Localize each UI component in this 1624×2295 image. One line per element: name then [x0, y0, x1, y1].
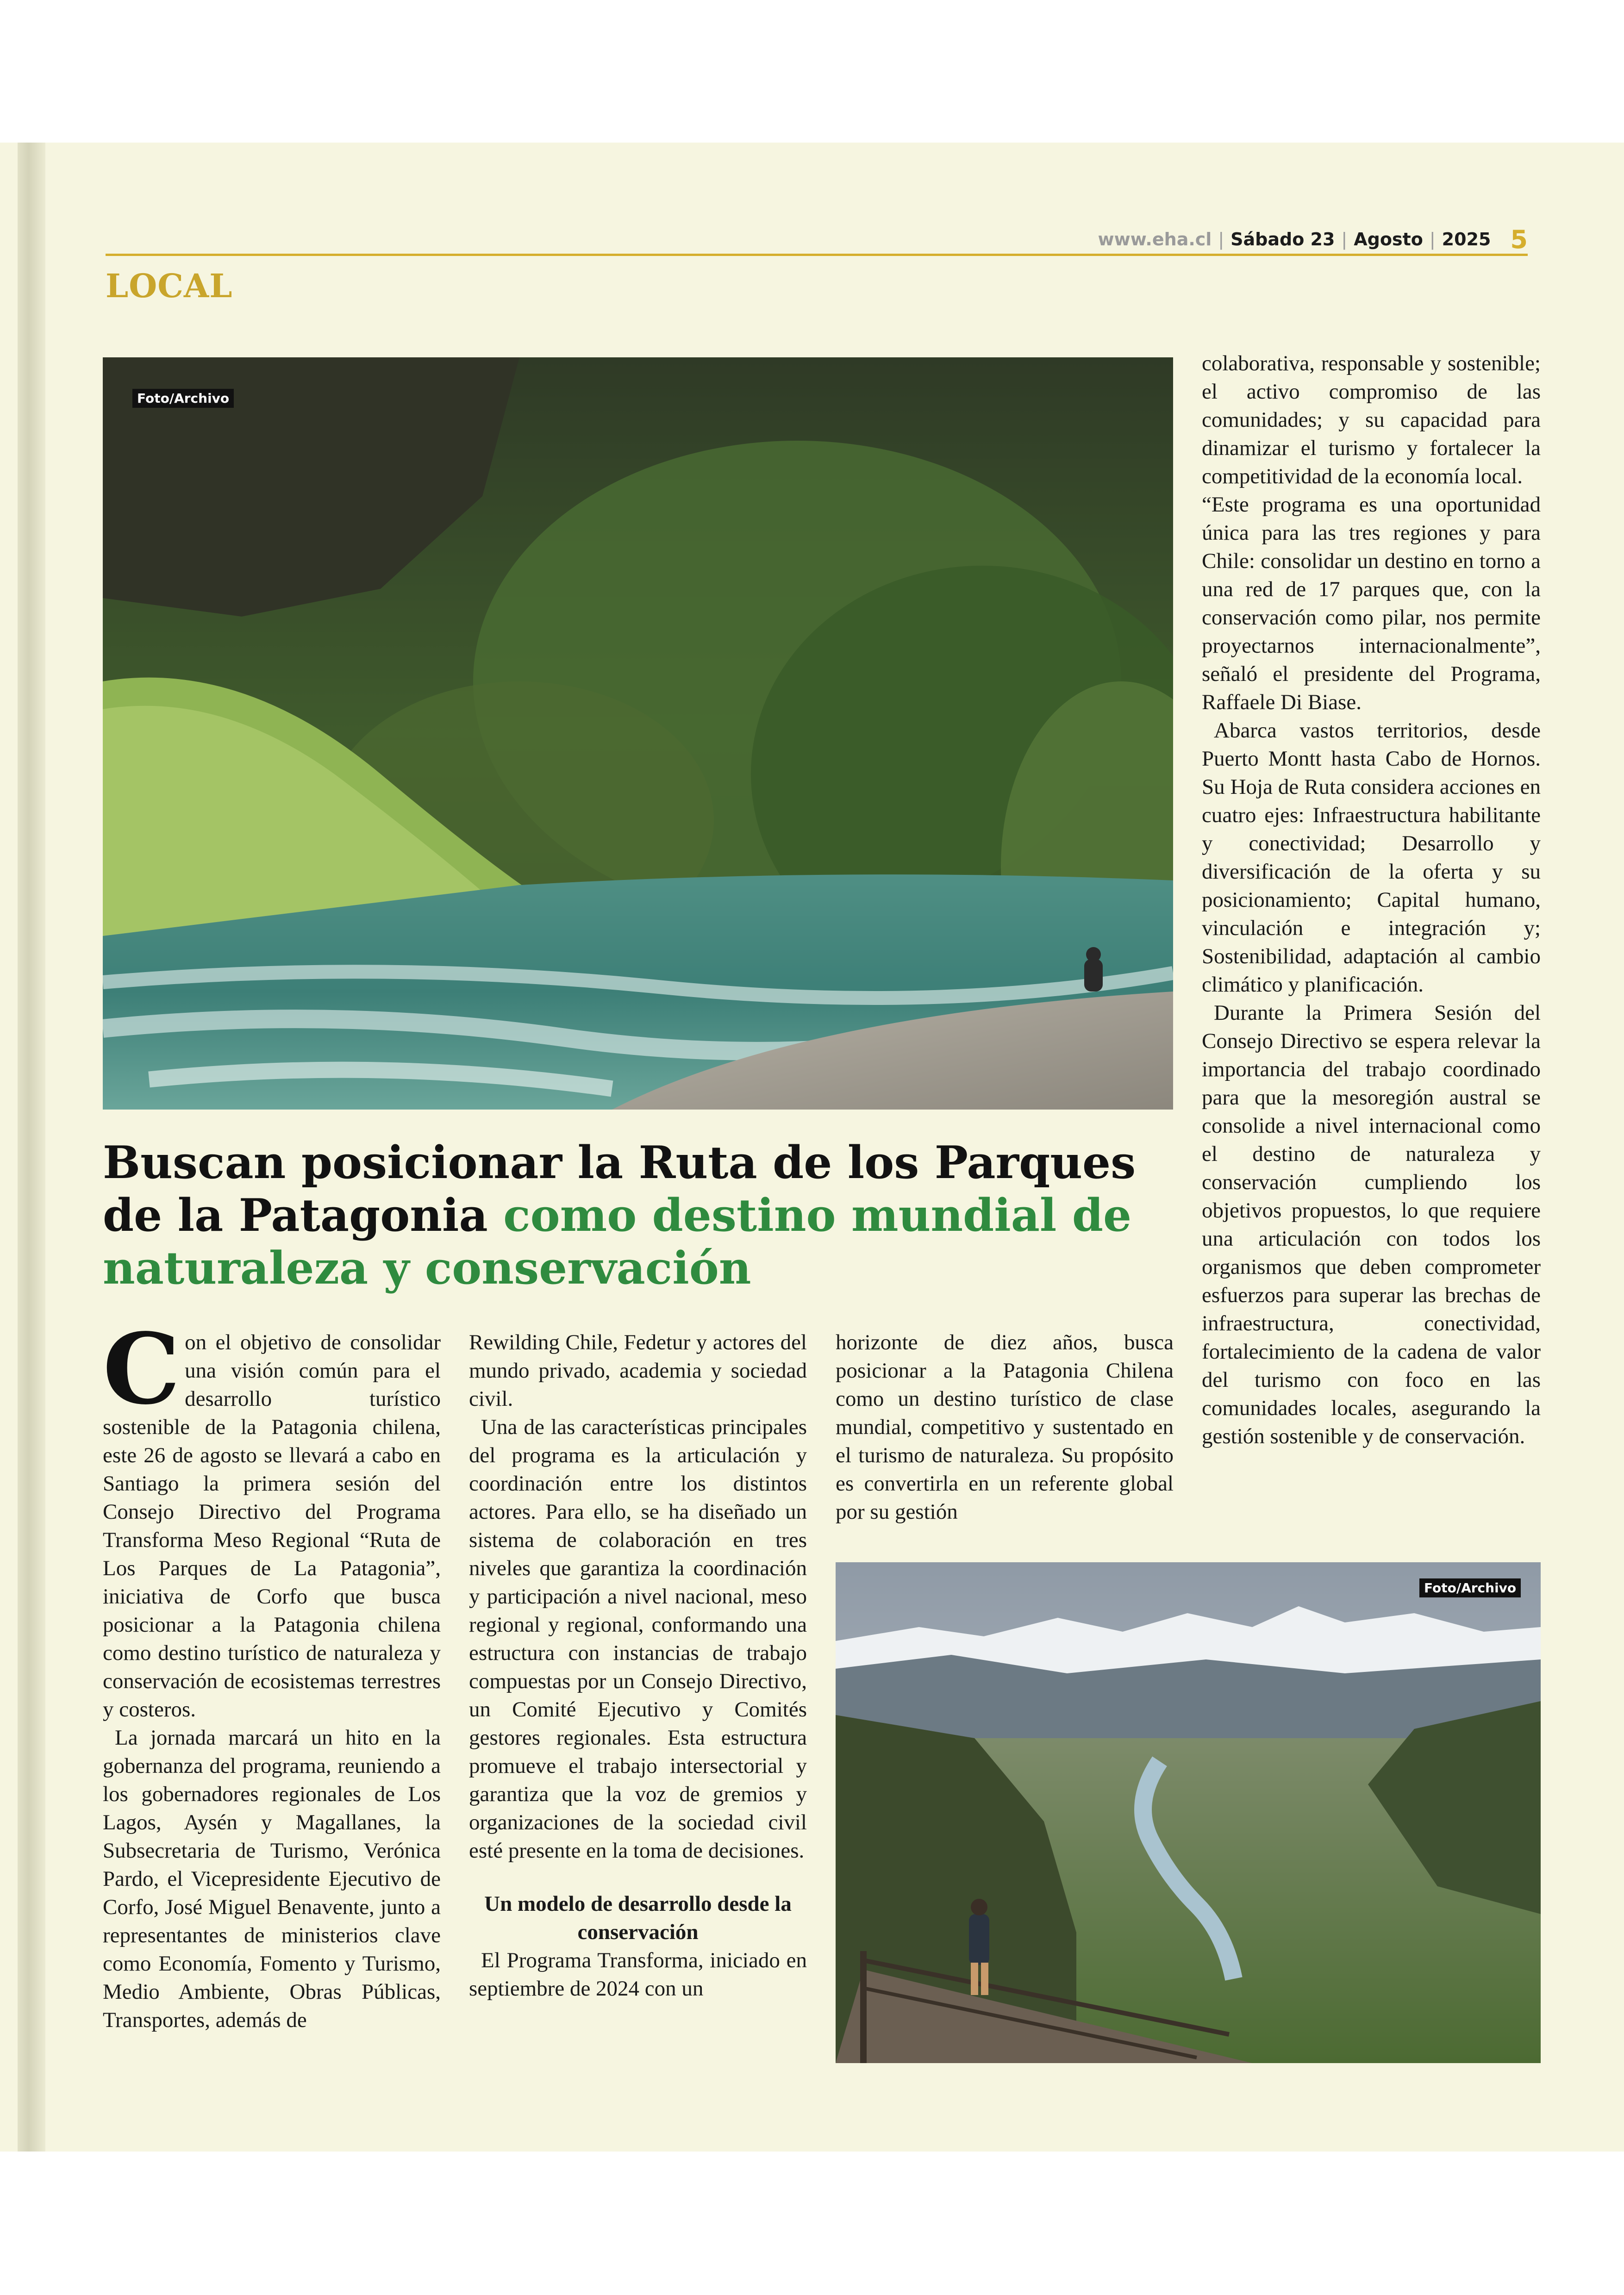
header-rule — [106, 254, 1528, 256]
headline-black: Buscan posicionar la Ruta de los Parques de la Patagonia — [103, 1136, 1136, 1241]
separator: | — [1341, 229, 1348, 249]
paragraph: colaborativa, responsable y sostenible; el activo compromiso de las comunidades; y su capacidad para dinamizar el turismo y fortalecer la competitividad de la economía local. — [1202, 351, 1541, 488]
page-header — [1098, 223, 1528, 256]
paragraph — [103, 1312, 441, 1724]
headline-green: como destino mundial de naturaleza y conservación — [103, 1189, 1132, 1294]
article-column-4 — [1202, 349, 1541, 1451]
section-title: LOCAL — [106, 267, 233, 305]
paragraph: El Programa Transforma, iniciado en septiembre de 2024 con un — [469, 1948, 807, 2001]
paragraph: Una de las características principales del programa es la articulación y coordinación entre los distintos actores. Para ello, se ha diseñado un sistema de colaboración en tres niveles que garantiza la coordinación y participación a nivel nacional, meso regional y regional, conformando una estructura con instancias de trabajo compuestas por un Consejo Directivo, un Comité Ejecutivo y Comités gestores regionales. Esta estructura promueve el trabajo intersectorial y garantiza que la voz de gremios y organizaciones de la sociedad civil esté presente en la toma de decisiones. — [469, 1415, 807, 1863]
paragraph: “Este programa es una oportunidad única para las tres regiones y para Chile: consolidar un destino en torno a una red de 17 parques que, con la conservación como pilar, nos permite proyectarnos internacionalmente”, señaló el presidente del Programa, Raffaele Di Biase. — [1202, 493, 1541, 714]
section-subheading: Un modelo de desarrollo desde la conservación — [484, 1892, 792, 1944]
paragraph: Abarca vastos territorios, desde Puerto Montt hasta Cabo de Hornos. Su Hoja de Ruta considera acciones en cuatro ejes: Infraestructura habilitante y conectividad; Desarrollo y diversificación de la oferta y su posicionamiento; Capital humano, vinculación e integración y; Sostenibilidad, adaptación al cambio climático y planificación. — [1202, 718, 1541, 997]
issue-year: 2025 — [1442, 229, 1491, 249]
photo-credit-bottom: Foto/Archivo — [1419, 1578, 1521, 1597]
issue-month: Agosto — [1354, 229, 1423, 249]
photo-credit-top: Foto/Archivo — [132, 389, 234, 408]
article-column-2 — [469, 1328, 807, 2003]
separator: | — [1218, 229, 1224, 249]
article-column-1 — [103, 1312, 441, 2034]
valley-viewpoint-photo — [836, 1562, 1541, 2063]
paragraph: La jornada marcará un hito en la gobernanza del programa, reuniendo a los gobernadores regionales de Los Lagos, Aysén y Magallanes, la Subsecretaria de Turismo, Verónica Pardo, el Vicepresidente Ejecutivo de Corfo, José Miguel Benavente, junto a representantes de ministerios clave como Economía, Fomento y Turismo, Medio Ambiente, Obras Públicas, Transportes, además de — [103, 1726, 441, 2032]
article-column-3 — [836, 1328, 1174, 1526]
drop-cap: C — [103, 1312, 181, 1426]
paragraph: Durante la Primera Sesión del Consejo Directivo se espera relevar la importancia del trabajo coordinado para que la mesoregión austral se consolide a nivel internacional como el destino de naturaleza y conservación cumpliendo los objetivos propuestos, lo que requiere una articulación con todos los organismos que deben comprometer esfuerzos para superar las brechas de infraestructura, conectividad, fortalecimiento de la cadena de valor del turismo con foco en las comunidades locales, asegurando la gestión sostenible y de conservación. — [1202, 1001, 1541, 1448]
paragraph-text: on el objetivo de consolidar una visión común para el desarrollo turístico sostenible de la Patagonia chilena, este 26 de agosto se llevará a cabo en Santiago la primera sesión del Consejo Directivo del Programa Transforma Meso Regional “Ruta de Los Parques de La Patagonia”, iniciativa de Corfo que busca posicionar a la Patagonia chilena como destino turístico de naturaleza y conservación de ecosistemas terrestres y costeros. — [103, 1330, 441, 1721]
issue-day: Sábado 23 — [1230, 229, 1335, 249]
paragraph: Rewilding Chile, Fedetur y actores del mundo privado, academia y sociedad civil. — [469, 1330, 807, 1411]
separator: | — [1429, 229, 1436, 249]
page-number: 5 — [1510, 225, 1528, 254]
paragraph: horizonte de diez años, busca posicionar a la Patagonia Chilena como un destino turístico de clase mundial, competitivo y sustentado en el turismo de naturaleza. Su propósito es convertirla en un referente global por su gestión — [836, 1330, 1174, 1524]
river-forest-photo — [103, 357, 1173, 1110]
article-headline — [103, 1136, 1168, 1295]
page-spine-shadow — [18, 143, 45, 2152]
website-url[interactable]: www.eha.cl — [1098, 229, 1212, 249]
